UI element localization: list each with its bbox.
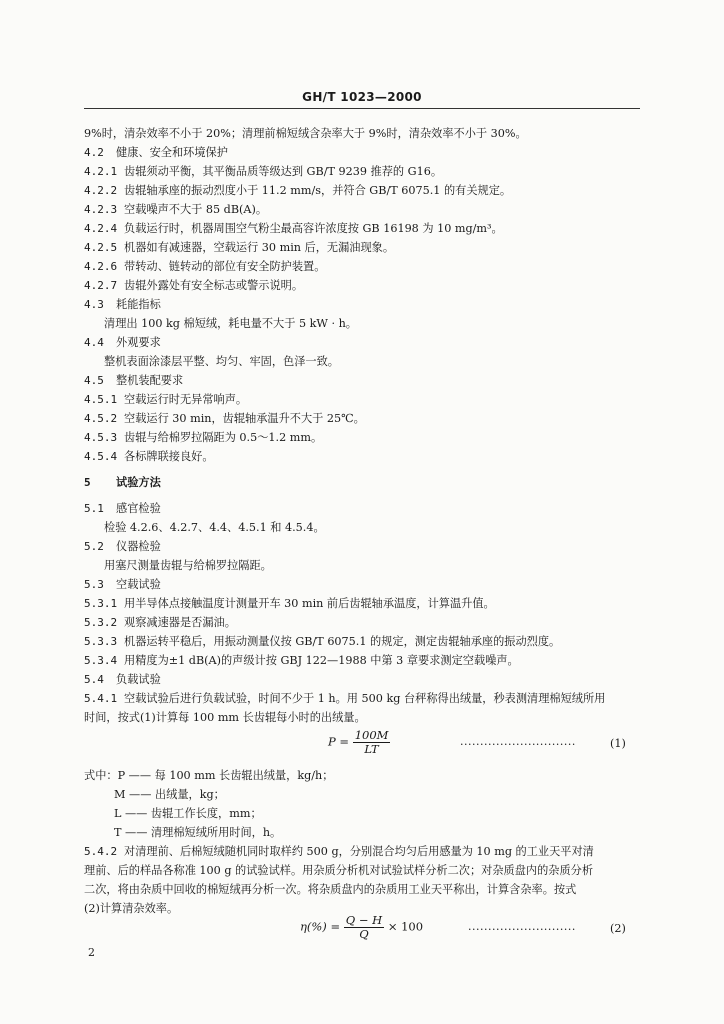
variable-definition: T —— 清理棉短绒所用时间，h。 [114, 826, 282, 839]
text-line: 用塞尺测量齿辊与给棉罗拉隔距。 [104, 559, 272, 572]
section-heading: 5.2 仪器检验 [84, 540, 161, 553]
clause: 4.2.6 带转动、链转动的部位有安全防护装置。 [84, 260, 326, 273]
leader-dots: ··························· [468, 923, 576, 936]
variable-definition: M —— 出绒量，kg； [114, 788, 225, 801]
section-heading: 4.4 外观要求 [84, 336, 161, 349]
clause: 4.2.4 负载运行时，机器周围空气粉尘最高容许浓度按 GB 16198 为 10 mg/m³。 [84, 222, 503, 235]
clause: 4.5.2 空载运行 30 min，齿辊轴承温升不大于 25℃。 [84, 412, 365, 425]
variable-definition: 式中：P —— 每 100 mm 长齿辊出绒量，kg/h； [84, 769, 334, 782]
text-line: 9%时，清杂效率不小于 20%；清理前棉短绒含杂率大于 9%时，清杂效率不小于 30%。 [84, 127, 527, 140]
clause: 4.2.5 机器如有减速器，空载运行 30 min 后，无漏油现象。 [84, 241, 395, 254]
clause: 4.2.1 齿辊须动平衡，其平衡品质等级达到 GB/T 9239 推荐的 G16。 [84, 165, 443, 178]
text-line: 检验 4.2.6、4.2.7、4.4、4.5.1 和 4.5.4。 [104, 521, 325, 534]
text-line: 二次，将由杂质中回收的棉短绒再分析一次。将杂质盘内的杂质用工业天平称出，计算含杂率。按式 [84, 883, 577, 896]
formula-lhs: η(%) = [300, 919, 341, 934]
text-line: 整机表面涂漆层平整、均匀、牢固，色泽一致。 [104, 355, 339, 368]
leader-dots: ····························· [460, 738, 576, 751]
section-heading: 4.2 健康、安全和环境保护 [84, 146, 228, 159]
equation-number: (2) [610, 922, 626, 935]
formula-1 [328, 729, 390, 756]
formula-denominator: LT [364, 742, 379, 756]
formula-lhs: P = [328, 734, 350, 749]
text-line: 清理出 100 kg 棉短绒，耗电量不大于 5 kW · h。 [104, 317, 357, 330]
clause: 5.3.3 机器运转平稳后，用振动测量仪按 GB/T 6075.1 的规定，测定齿辊轴承座的振动烈度。 [84, 635, 561, 648]
formula-denominator: Q [359, 927, 369, 941]
clause: 4.5.3 齿辊与给棉罗拉隔距为 0.5～1.2 mm。 [84, 431, 323, 444]
clause: 4.5.1 空载运行时无异常响声。 [84, 393, 248, 406]
formula-numerator: 100M [354, 728, 389, 742]
chapter-heading: 5 试验方法 [84, 476, 161, 489]
formula-fraction [353, 729, 391, 756]
page-number: 2 [88, 946, 95, 959]
page-header: GH/T 1023—2000 [302, 90, 422, 104]
variable-definition: L —— 齿辊工作长度，mm； [114, 807, 262, 820]
formula-rhs: × 100 [387, 919, 424, 934]
clause: 4.2.7 齿辊外露处有安全标志或警示说明。 [84, 279, 304, 292]
clause: 4.2.2 齿辊轴承座的振动烈度小于 11.2 mm/s，并符合 GB/T 6075.1 的有关规定。 [84, 184, 512, 197]
section-heading: 5.4 负载试验 [84, 673, 161, 686]
formula-numerator: Q − H [345, 913, 383, 927]
equation-number: (1) [610, 737, 626, 750]
clause: 5.3.1 用半导体点接触温度计测量开车 30 min 前后齿辊轴承温度，计算温升值。 [84, 597, 495, 610]
section-heading: 5.3 空载试验 [84, 578, 161, 591]
clause: 5.3.4 用精度为±1 dB(A)的声级计按 GBJ 122—1988 中第 3 章要求测定空载噪声。 [84, 654, 519, 667]
text-line: (2)计算清杂效率。 [84, 902, 179, 915]
clause: 5.4.1 空载试验后进行负载试验，时间不少于 1 h。用 500 kg 台秤称得出绒量，秒表测清理棉短绒所用 [84, 692, 606, 705]
text-line: 时间，按式(1)计算每 100 mm 长齿辊每小时的出绒量。 [84, 711, 366, 724]
clause: 4.5.4 各标牌联接良好。 [84, 450, 214, 463]
section-heading: 4.3 耗能指标 [84, 298, 161, 311]
section-heading: 5.1 感官检验 [84, 502, 161, 515]
header-rule [84, 108, 640, 109]
text-line: 理前、后的样品各称准 100 g 的试验试样。用杂质分析机对试验试样分析二次；对杂质盘内的杂质分析 [84, 864, 594, 877]
clause: 4.2.3 空载噪声不大于 85 dB(A)。 [84, 203, 268, 216]
clause: 5.3.2 观察减速器是否漏油。 [84, 616, 236, 629]
formula-fraction [344, 914, 384, 941]
section-heading: 4.5 整机装配要求 [84, 374, 184, 387]
clause: 5.4.2 对清理前、后棉短绒随机同时取样约 500 g，分别混合均匀后用感量为 10 mg 的工业天平对清 [84, 845, 594, 858]
formula-2 [300, 914, 423, 941]
